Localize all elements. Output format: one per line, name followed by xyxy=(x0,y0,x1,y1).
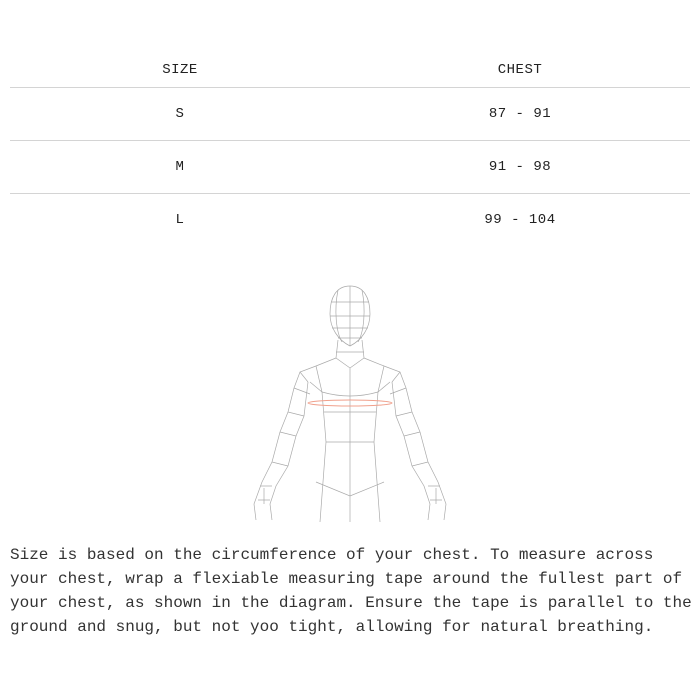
table-row xyxy=(10,88,690,141)
header-size: SIZE xyxy=(162,62,198,78)
header-chest: CHEST xyxy=(497,62,543,78)
size-cell: S xyxy=(175,106,185,122)
chest-cell: 87 - 91 xyxy=(488,106,552,122)
chest-cell: 91 - 98 xyxy=(488,159,552,175)
table-row xyxy=(10,141,690,194)
table-row xyxy=(10,194,690,246)
mannequin-chest-measurement-icon xyxy=(250,282,450,524)
table-header-row xyxy=(10,52,690,88)
size-cell: M xyxy=(175,159,185,175)
size-cell: L xyxy=(175,212,185,228)
size-chart-table xyxy=(10,52,690,246)
measurement-instructions: Size is based on the circumference of your chest. To measure across your chest, wrap a flexiable measuring tape around the fullest part of your chest, as shown in the diagram. Ensure the tape is parallel to the ground and snug, but not yoo tight, allowing for natural breathing. xyxy=(10,546,692,636)
chest-cell: 99 - 104 xyxy=(484,212,556,228)
